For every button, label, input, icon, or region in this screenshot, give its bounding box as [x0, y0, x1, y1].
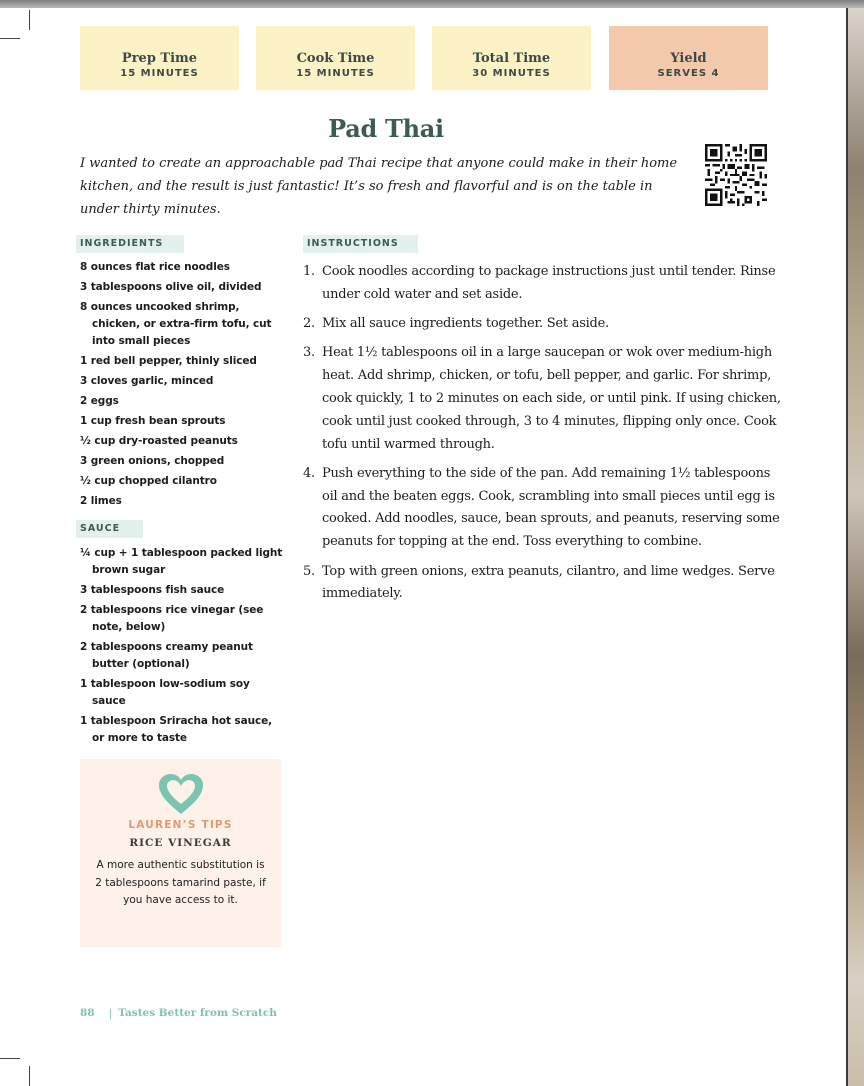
crop-mark	[0, 1058, 20, 1059]
ingredient-item: ½ cup chopped cilantro	[80, 475, 217, 487]
ingredients-list	[80, 259, 285, 513]
step-text: Push everything to the side of the pan. Add remaining 1½ tablespoons oil and the beaten eggs. Cook, scrambling into small pieces until egg is cooked. Add noodles, sauce, bean sprouts, and peanuts, reserving some peanuts for topping at the end. Toss everything to combine.	[322, 465, 780, 550]
tips-title: LAUREN’S TIPS	[128, 819, 233, 831]
ingredient-item: 8 ounces flat rice noodles	[80, 261, 230, 273]
recipe-title: Pad Thai	[328, 114, 444, 143]
laurens-tips-box	[80, 759, 281, 947]
tips-subtitle: RICE VINEGAR	[129, 837, 232, 849]
ingredient-item: 8 ounces uncooked shrimp, chicken, or extra-firm tofu, cut into small pieces	[80, 301, 272, 347]
step-number: 3.	[303, 345, 315, 361]
instruction-step	[303, 561, 783, 607]
sauce-item: 1 tablespoon Sriracha hot sauce, or more to taste	[80, 715, 272, 744]
ingredients-heading: INGREDIENTS	[76, 235, 184, 253]
prep-time-label: Prep Time	[121, 51, 198, 66]
sauce-item: 2 tablespoons creamy peanut butter (optional)	[80, 641, 253, 670]
ingredient-item: 1 red bell pepper, thinly sliced	[80, 355, 257, 367]
instruction-step	[303, 342, 783, 456]
total-time-box	[432, 26, 591, 90]
cook-time-box	[256, 26, 415, 90]
ingredient-item: 3 cloves garlic, minced	[80, 375, 214, 387]
instruction-step	[303, 313, 783, 336]
sauce-item: 3 tablespoons fish sauce	[80, 584, 225, 596]
yield-value: SERVES 4	[657, 68, 720, 79]
food-photo-edge	[846, 8, 864, 1086]
step-text: Top with green onions, extra peanuts, cilantro, and lime wedges. Serve immediately.	[322, 563, 775, 602]
sauce-item: 2 tablespoons rice vinegar (see note, below)	[80, 604, 264, 633]
ingredient-item: 2 limes	[80, 495, 122, 507]
step-number: 4.	[303, 465, 315, 481]
footer-separator: |	[108, 1007, 113, 1019]
cook-time-label: Cook Time	[296, 51, 375, 66]
tips-body: A more authentic substitution is 2 tablespoons tamarind paste, if you have access to it.	[95, 859, 266, 906]
page-number: 88	[80, 1007, 95, 1019]
sauce-list	[80, 545, 285, 750]
instructions-list	[303, 261, 783, 613]
step-text: Mix all sauce ingredients together. Set aside.	[322, 316, 609, 332]
instructions-heading: INSTRUCTIONS	[303, 235, 418, 253]
sauce-item: ¼ cup + 1 tablespoon packed light brown sugar	[80, 547, 283, 576]
ingredient-item: 3 tablespoons olive oil, divided	[80, 281, 262, 293]
yield-label: Yield	[670, 51, 707, 66]
page-footer	[80, 1007, 277, 1019]
book-title: Tastes Better from Scratch	[118, 1007, 277, 1019]
crop-mark	[29, 1066, 30, 1086]
recipe-intro: I wanted to create an approachable pad Thai recipe that anyone could make in their home kitchen, and the result is just fantastic! It’s so fresh and flavorful and is on the table in under thirty minutes.	[80, 156, 678, 217]
crop-mark	[0, 38, 20, 39]
step-text: Heat 1½ tablespoons oil in a large saucepan or wok over medium-high heat. Add shrimp, chicken, or tofu, bell pepper, and garlic. For shrimp, cook quickly, 1 to 2 minutes on each side, or until pink. If using chicken, cook until just cooked through, 3 to 4 minutes, flipping only once. Cook tofu until warmed through.	[322, 345, 781, 452]
step-number: 1.	[303, 264, 315, 279]
total-time-value: 30 MINUTES	[472, 68, 551, 79]
step-number: 2.	[303, 316, 315, 332]
total-time-label: Total Time	[472, 51, 551, 66]
prep-time-value: 15 MINUTES	[120, 68, 199, 79]
cook-time-value: 15 MINUTES	[296, 68, 375, 79]
ingredient-item: ½ cup dry-roasted peanuts	[80, 435, 238, 447]
top-edge-rule	[0, 0, 864, 8]
instruction-step	[303, 463, 783, 554]
ingredient-item: 2 eggs	[80, 395, 119, 407]
heart-icon	[158, 774, 204, 816]
ingredient-item: 1 cup fresh bean sprouts	[80, 415, 226, 427]
sauce-heading: SAUCE	[76, 520, 143, 538]
ingredient-item: 3 green onions, chopped	[80, 455, 225, 467]
step-text: Cook noodles according to package instructions just until tender. Rinse under cold water and set aside.	[322, 264, 776, 302]
qr-code-icon[interactable]	[705, 144, 767, 206]
sauce-item: 1 tablespoon low-sodium soy sauce	[80, 678, 250, 707]
crop-mark	[29, 10, 30, 30]
step-number: 5.	[303, 563, 315, 579]
prep-time-box	[80, 26, 239, 90]
instruction-step	[303, 261, 783, 307]
yield-box	[609, 26, 768, 90]
